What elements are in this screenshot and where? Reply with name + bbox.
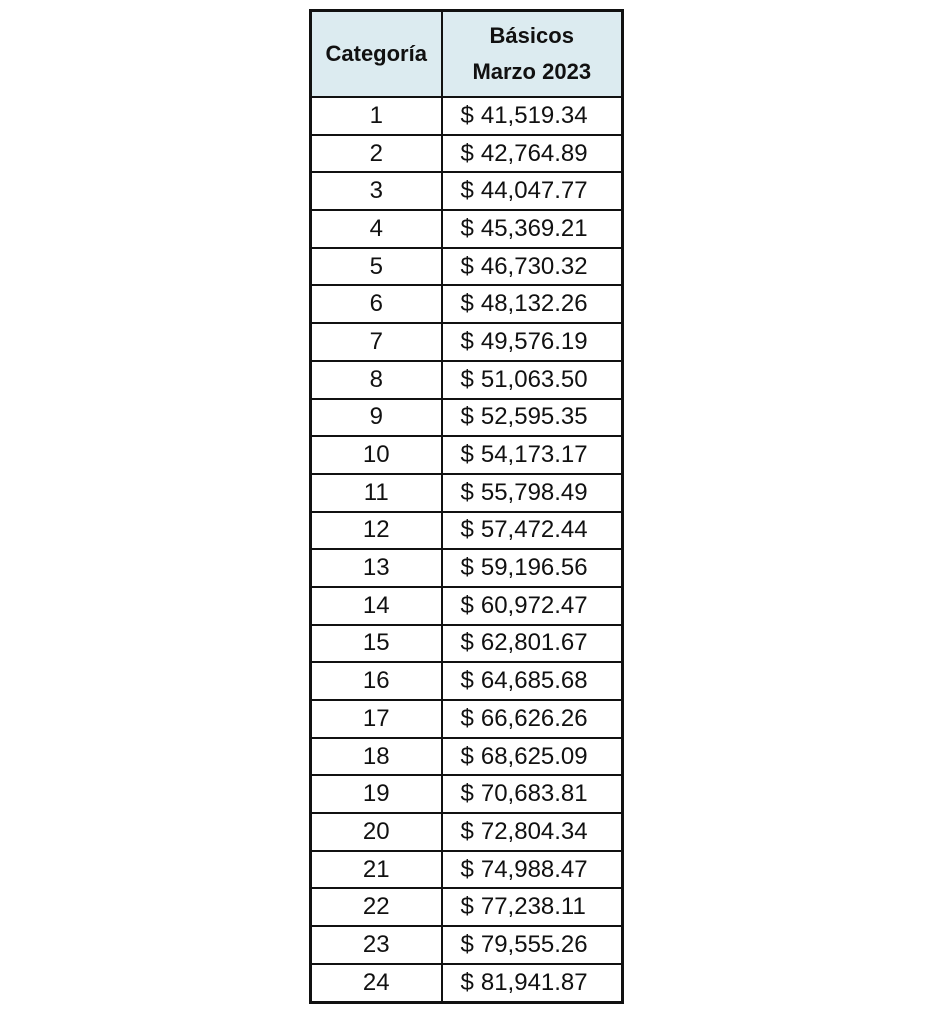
amount-value: 62,801.67 — [480, 629, 588, 657]
category-cell: 19 — [311, 775, 442, 813]
table-body — [311, 97, 623, 1002]
currency-symbol: $ — [460, 893, 474, 921]
amount-cell — [442, 738, 623, 776]
category-cell: 3 — [311, 172, 442, 210]
category-cell: 1 — [311, 97, 442, 135]
amount-cell — [442, 625, 623, 663]
amount-value: 49,576.19 — [480, 327, 588, 355]
category-cell: 8 — [311, 361, 442, 399]
table-row — [311, 323, 623, 361]
table-row — [311, 97, 623, 135]
amount-value: 68,625.09 — [480, 742, 588, 770]
amount-cell — [442, 775, 623, 813]
currency-symbol: $ — [460, 252, 474, 280]
amount-cell — [442, 361, 623, 399]
amount-cell — [442, 399, 623, 437]
amount-cell — [442, 813, 623, 851]
currency-symbol: $ — [460, 365, 474, 393]
amount-cell — [442, 474, 623, 512]
amount-value: 70,683.81 — [480, 780, 588, 808]
amount-value: 55,798.49 — [480, 478, 588, 506]
currency-symbol: $ — [460, 101, 474, 129]
amount-value: 48,132.26 — [480, 290, 588, 318]
amount-cell — [442, 285, 623, 323]
amount-value: 57,472.44 — [480, 516, 588, 544]
table-row — [311, 813, 623, 851]
amount-value: 77,238.11 — [480, 893, 586, 921]
amount-cell — [442, 135, 623, 173]
header-amount-line2: Marzo 2023 — [472, 59, 592, 84]
table-row — [311, 361, 623, 399]
table-row — [311, 851, 623, 889]
currency-symbol: $ — [460, 667, 474, 695]
salary-table — [309, 9, 624, 1004]
amount-cell — [442, 549, 623, 587]
table-row — [311, 625, 623, 663]
currency-symbol: $ — [460, 629, 474, 657]
amount-cell — [442, 926, 623, 964]
currency-symbol: $ — [460, 177, 474, 205]
table-row — [311, 700, 623, 738]
amount-cell — [442, 888, 623, 926]
header-amount-line1: Básicos — [489, 23, 574, 48]
currency-symbol: $ — [460, 214, 474, 242]
category-cell: 14 — [311, 587, 442, 625]
amount-cell — [442, 851, 623, 889]
table-header-row — [311, 11, 623, 98]
amount-cell — [442, 512, 623, 550]
category-cell: 24 — [311, 964, 442, 1002]
currency-symbol: $ — [460, 516, 474, 544]
amount-value: 60,972.47 — [480, 591, 588, 619]
amount-cell — [442, 964, 623, 1002]
table-row — [311, 248, 623, 286]
category-cell: 17 — [311, 700, 442, 738]
category-cell: 18 — [311, 738, 442, 776]
table-row — [311, 549, 623, 587]
amount-cell — [442, 700, 623, 738]
currency-symbol: $ — [460, 930, 474, 958]
table-row — [311, 512, 623, 550]
currency-symbol: $ — [460, 327, 474, 355]
currency-symbol: $ — [460, 855, 474, 883]
category-cell: 10 — [311, 436, 442, 474]
amount-value: 46,730.32 — [480, 252, 588, 280]
amount-value: 64,685.68 — [480, 667, 588, 695]
category-cell: 2 — [311, 135, 442, 173]
currency-symbol: $ — [460, 591, 474, 619]
table-row — [311, 964, 623, 1002]
category-cell: 5 — [311, 248, 442, 286]
amount-value: 44,047.77 — [480, 177, 588, 205]
category-cell: 12 — [311, 512, 442, 550]
amount-cell — [442, 248, 623, 286]
category-cell: 7 — [311, 323, 442, 361]
amount-cell — [442, 662, 623, 700]
currency-symbol: $ — [460, 780, 474, 808]
table-row — [311, 474, 623, 512]
amount-value: 41,519.34 — [480, 101, 588, 129]
amount-value: 59,196.56 — [480, 554, 588, 582]
amount-cell — [442, 97, 623, 135]
table-row — [311, 210, 623, 248]
amount-cell — [442, 210, 623, 248]
amount-value: 81,941.87 — [480, 968, 588, 996]
table-row — [311, 172, 623, 210]
amount-cell — [442, 436, 623, 474]
category-cell: 15 — [311, 625, 442, 663]
currency-symbol: $ — [460, 290, 474, 318]
amount-cell — [442, 587, 623, 625]
amount-value: 74,988.47 — [480, 855, 588, 883]
table-row — [311, 738, 623, 776]
currency-symbol: $ — [460, 478, 474, 506]
category-cell: 9 — [311, 399, 442, 437]
table-row — [311, 587, 623, 625]
category-cell: 20 — [311, 813, 442, 851]
category-cell: 22 — [311, 888, 442, 926]
table-row — [311, 285, 623, 323]
table-row — [311, 926, 623, 964]
amount-value: 42,764.89 — [480, 139, 588, 167]
amount-value: 45,369.21 — [480, 214, 588, 242]
amount-value: 52,595.35 — [480, 403, 588, 431]
currency-symbol: $ — [460, 704, 474, 732]
category-cell: 21 — [311, 851, 442, 889]
currency-symbol: $ — [460, 817, 474, 845]
header-amount — [442, 11, 623, 98]
category-cell: 6 — [311, 285, 442, 323]
amount-value: 66,626.26 — [480, 704, 588, 732]
amount-value: 51,063.50 — [480, 365, 588, 393]
table-row — [311, 399, 623, 437]
currency-symbol: $ — [460, 403, 474, 431]
category-cell: 11 — [311, 474, 442, 512]
table-row — [311, 888, 623, 926]
currency-symbol: $ — [460, 968, 474, 996]
category-cell: 4 — [311, 210, 442, 248]
amount-value: 54,173.17 — [480, 441, 588, 469]
amount-value: 79,555.26 — [480, 930, 588, 958]
amount-cell — [442, 323, 623, 361]
category-cell: 13 — [311, 549, 442, 587]
category-cell: 23 — [311, 926, 442, 964]
table-row — [311, 775, 623, 813]
currency-symbol: $ — [460, 139, 474, 167]
currency-symbol: $ — [460, 554, 474, 582]
table-row — [311, 436, 623, 474]
amount-value: 72,804.34 — [480, 817, 588, 845]
category-cell: 16 — [311, 662, 442, 700]
currency-symbol: $ — [460, 742, 474, 770]
header-category: Categoría — [311, 11, 442, 98]
table-row — [311, 135, 623, 173]
currency-symbol: $ — [460, 441, 474, 469]
amount-cell — [442, 172, 623, 210]
table-row — [311, 662, 623, 700]
